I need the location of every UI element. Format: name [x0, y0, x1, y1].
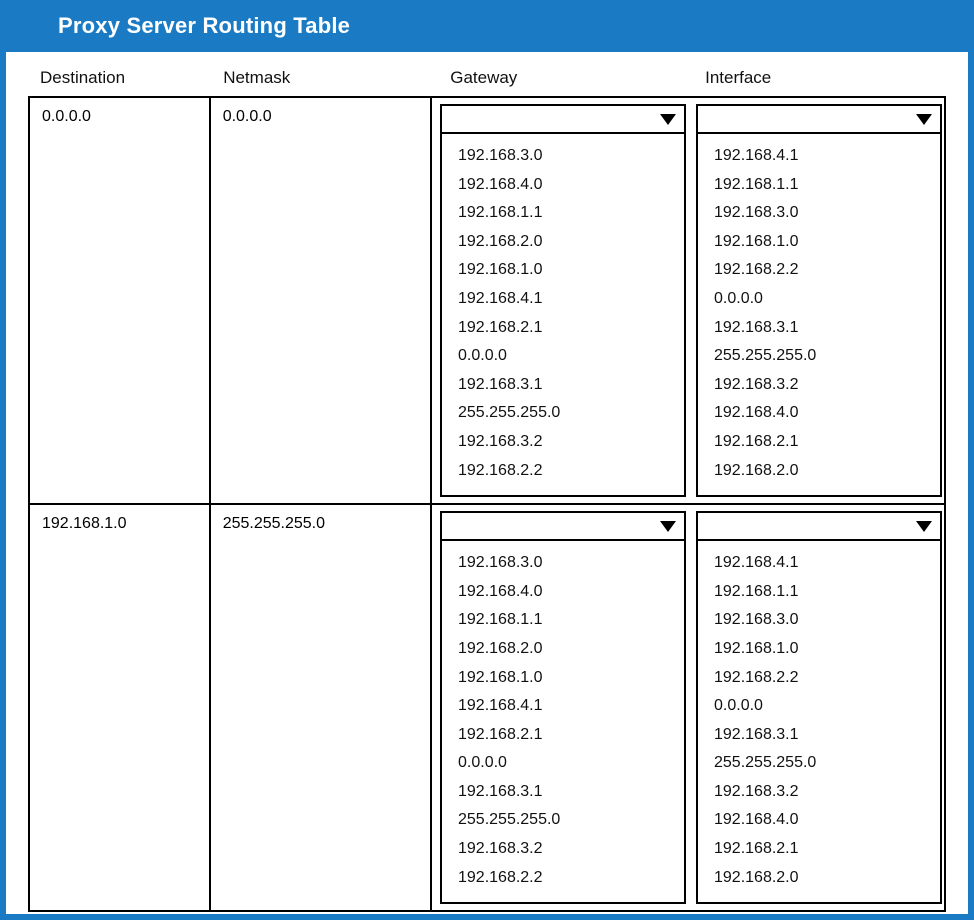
column-header-netmask: Netmask — [223, 68, 291, 87]
list-item[interactable]: 192.168.3.2 — [458, 432, 543, 450]
cell-netmask: 255.255.255.0 — [211, 505, 432, 910]
list-item[interactable]: 192.168.1.0 — [458, 668, 543, 686]
interface-option-list-row-2[interactable] — [698, 541, 940, 902]
list-item[interactable]: 255.255.255.0 — [458, 404, 561, 422]
cell-interface — [688, 505, 944, 910]
list-item[interactable]: 192.168.1.1 — [714, 582, 799, 600]
list-item[interactable]: 192.168.2.2 — [714, 261, 799, 279]
list-item[interactable]: 192.168.2.1 — [458, 318, 543, 336]
list-item[interactable]: 192.168.4.0 — [714, 404, 799, 422]
list-item[interactable]: 255.255.255.0 — [458, 811, 561, 829]
gateway-option-list-row-1[interactable] — [442, 134, 684, 495]
list-item[interactable]: 192.168.3.2 — [714, 782, 799, 800]
list-item[interactable]: 192.168.3.1 — [714, 318, 799, 336]
list-item[interactable]: 0.0.0.0 — [714, 697, 763, 715]
list-item[interactable]: 192.168.4.0 — [458, 582, 543, 600]
list-item[interactable]: 192.168.4.1 — [458, 289, 543, 307]
chevron-down-icon[interactable] — [916, 114, 932, 125]
gateway-select-head-row-1[interactable] — [442, 106, 684, 134]
list-item[interactable]: 255.255.255.0 — [714, 754, 817, 772]
list-item[interactable]: 255.255.255.0 — [714, 347, 817, 365]
list-item[interactable]: 192.168.2.0 — [714, 868, 799, 886]
list-item[interactable]: 192.168.1.0 — [458, 261, 543, 279]
interface-select-row-1[interactable] — [696, 104, 942, 497]
list-item[interactable]: 192.168.3.0 — [714, 611, 799, 629]
table-row — [30, 505, 944, 912]
list-item[interactable]: 192.168.3.0 — [458, 554, 543, 572]
list-item[interactable]: 192.168.2.0 — [714, 461, 799, 479]
list-item[interactable]: 192.168.3.1 — [714, 725, 799, 743]
cell-netmask: 0.0.0.0 — [211, 98, 432, 503]
list-item[interactable]: 192.168.3.0 — [714, 204, 799, 222]
gateway-select-row-1[interactable] — [440, 104, 686, 497]
list-item[interactable]: 192.168.2.2 — [714, 668, 799, 686]
list-item[interactable]: 0.0.0.0 — [458, 347, 507, 365]
list-item[interactable]: 192.168.2.0 — [458, 639, 543, 657]
list-item[interactable]: 192.168.2.2 — [458, 461, 543, 479]
chevron-down-icon[interactable] — [660, 521, 676, 532]
list-item[interactable]: 192.168.3.2 — [458, 840, 543, 858]
cell-gateway — [432, 98, 688, 503]
routing-table-grid — [28, 96, 946, 912]
list-item[interactable]: 192.168.2.2 — [458, 868, 543, 886]
column-headers — [28, 52, 946, 96]
column-header-gateway: Gateway — [450, 68, 518, 87]
cell-destination: 0.0.0.0 — [30, 98, 211, 503]
cell-gateway — [432, 505, 688, 910]
list-item[interactable]: 192.168.4.1 — [714, 147, 799, 164]
column-header-destination: Destination — [40, 68, 126, 87]
list-item[interactable]: 192.168.3.0 — [458, 147, 543, 164]
list-item[interactable]: 192.168.4.0 — [714, 811, 799, 829]
chevron-down-icon[interactable] — [916, 521, 932, 532]
interface-option-list-row-1[interactable] — [698, 134, 940, 495]
interface-select-row-2[interactable] — [696, 511, 942, 904]
list-item[interactable]: 0.0.0.0 — [458, 754, 507, 772]
gateway-select-row-2[interactable] — [440, 511, 686, 904]
list-item[interactable]: 192.168.1.1 — [458, 611, 543, 629]
list-item[interactable]: 192.168.1.1 — [458, 204, 543, 222]
cell-interface — [688, 98, 944, 503]
cell-destination: 192.168.1.0 — [30, 505, 211, 910]
list-item[interactable]: 192.168.2.0 — [458, 232, 543, 250]
interface-select-head-row-2[interactable] — [698, 513, 940, 541]
list-item[interactable]: 192.168.3.1 — [458, 375, 543, 393]
list-item[interactable]: 0.0.0.0 — [714, 289, 763, 307]
list-item[interactable]: 192.168.4.0 — [458, 175, 543, 193]
list-item[interactable]: 192.168.2.1 — [714, 840, 799, 858]
list-item[interactable]: 192.168.3.2 — [714, 375, 799, 393]
gateway-select-head-row-2[interactable] — [442, 513, 684, 541]
content-area — [6, 52, 968, 912]
list-item[interactable]: 192.168.3.1 — [458, 782, 543, 800]
chevron-down-icon[interactable] — [660, 114, 676, 125]
table-row — [30, 98, 944, 505]
list-item[interactable]: 192.168.4.1 — [714, 554, 799, 572]
list-item[interactable]: 192.168.2.1 — [714, 432, 799, 450]
gateway-option-list-row-2[interactable] — [442, 541, 684, 902]
column-header-interface: Interface — [705, 68, 772, 87]
list-item[interactable]: 192.168.2.1 — [458, 725, 543, 743]
list-item[interactable]: 192.168.1.1 — [714, 175, 799, 193]
page-title: Proxy Server Routing Table — [58, 13, 351, 38]
list-item[interactable]: 192.168.1.0 — [714, 232, 799, 250]
list-item[interactable]: 192.168.1.0 — [714, 639, 799, 657]
title-bar — [6, 0, 968, 52]
interface-select-head-row-1[interactable] — [698, 106, 940, 134]
list-item[interactable]: 192.168.4.1 — [458, 697, 543, 715]
